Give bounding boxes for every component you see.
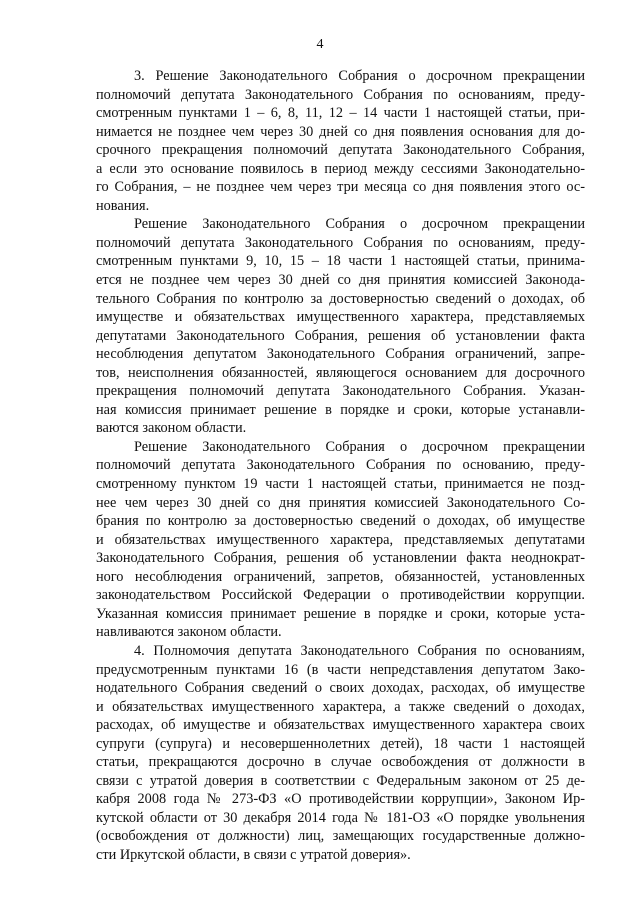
text-line: статьи, прекращаются досрочно в случае освобождения от должности в xyxy=(96,754,585,771)
page-number: 4 xyxy=(316,37,324,52)
text-line: Указанная комиссия принимает решение в порядке и сроки, которые уста- xyxy=(96,605,585,622)
text-line: ного несоблюдения ограничений, запретов, обязанностей, установленных xyxy=(96,568,585,585)
text-line: (освобождения от должности) лиц, замещающих государственные должно- xyxy=(96,828,585,845)
text-line: полномочий депутата Законодательного Собрания по основаниям, преду- xyxy=(96,86,585,103)
text-line: связи с утратой доверия в соответствии с Федеральным законом от 25 де- xyxy=(96,772,585,789)
text-line: Решение Законодательного Собрания о досрочном прекращении xyxy=(134,438,585,455)
text-line: нования. xyxy=(96,197,150,214)
text-line: полномочий депутата Законодательного Собрания по основанию, преду- xyxy=(96,457,585,474)
text-line: и обязательствах имущественного характера, а также сведений о доходах, xyxy=(96,698,585,715)
text-line: смотренному пунктом 19 части 1 настоящей статьи, принимается не позд- xyxy=(96,476,585,493)
text-line: 3. Решение Законодательного Собрания о досрочном прекращении xyxy=(134,68,585,84)
text-line: Решение Законодательного Собрания о досрочном прекращении xyxy=(134,216,585,233)
text-line: Законодательного Собрания, решения об установлении факта неоднократ- xyxy=(96,550,585,567)
text-line: нодательного Собрания сведений о своих доходах, расходах, об имуществе xyxy=(96,680,585,697)
text-line: смотренным пунктами 9, 10, 15 – 18 части 1 настоящей статьи, принима- xyxy=(96,253,585,270)
text-line: кутской области от 30 декабря 2014 года № 181-ОЗ «О порядке увольнения xyxy=(96,809,585,826)
text-line: законодательством Российской Федерации о противодействии коррупции. xyxy=(96,587,585,604)
text-line: срочного прекращения полномочий депутата Законодательного Собрания, xyxy=(96,142,585,159)
text-line: а если это основание появилось в период между сессиями Законодательно- xyxy=(96,160,585,177)
text-line: полномочий депутата Законодательного Собрания по основаниям, преду- xyxy=(96,234,585,251)
text-line: ваются законом области. xyxy=(96,420,247,437)
text-line: имуществе и обязательствах имущественного характера, представляемых xyxy=(96,309,585,326)
text-line: нее чем через 30 дней со дня принятия комиссией Законодательного Со- xyxy=(96,494,585,511)
text-line: нимается не позднее чем через 30 дней со дня появления основания для до- xyxy=(96,123,585,140)
paragraph-decision-ground-19 xyxy=(96,438,585,642)
text-line: предусмотренным пунктами 16 (в части непредставления депутатом Зако- xyxy=(96,661,585,678)
text-line: сти Иркутской области, в связи с утратой доверия». xyxy=(96,846,411,863)
document-body xyxy=(96,67,585,865)
text-line: кабря 2008 года № 273-ФЗ «О противодействии коррупции», Законом Ир- xyxy=(96,791,585,808)
text-line: тов, неисполнения обязанностей, являющегося основанием для досрочного xyxy=(96,364,585,381)
text-line: тельного Собрания по контролю за достоверностью сведений о доходах, об xyxy=(96,290,585,307)
text-line: супруги (супруга) и несовершеннолетних детей), 18 части 1 настоящей xyxy=(96,735,585,752)
text-line: го Собрания, – не позднее чем через три месяца со дня появления этого ос- xyxy=(96,179,585,196)
text-line: навливаются законом области. xyxy=(96,624,282,641)
text-line: брания по контролю за достоверностью сведений о доходах, об имуществе xyxy=(96,513,585,530)
paragraph-3 xyxy=(96,67,585,215)
text-line: несоблюдения депутатом Законодательного Собрания ограничений, запре- xyxy=(96,346,585,363)
text-line: смотренным пунктами 1 – 6, 8, 11, 12 – 14 части 1 настоящей статьи, при- xyxy=(96,105,585,122)
text-line: ная комиссия принимает решение в порядке и сроки, которые устанавли- xyxy=(96,401,585,418)
text-line: 4. Полномочия депутата Законодательного Собрания по основаниям, xyxy=(134,642,585,659)
text-line: прекращения полномочий депутата Законодательного Собрания. Указан- xyxy=(96,383,585,400)
paragraph-4 xyxy=(96,642,585,865)
text-line: депутатами Законодательного Собрания, решения об установлении факта xyxy=(96,327,585,344)
text-line: и обязательствах имущественного характера, представляемых депутатами xyxy=(96,531,585,548)
text-line: ется не позднее чем через 30 дней со дня принятия комиссией Законода- xyxy=(96,272,585,289)
paragraph-decision-grounds-9-18 xyxy=(96,215,585,438)
text-line: расходах, об имуществе и обязательствах имущественного характера своих xyxy=(96,717,585,734)
